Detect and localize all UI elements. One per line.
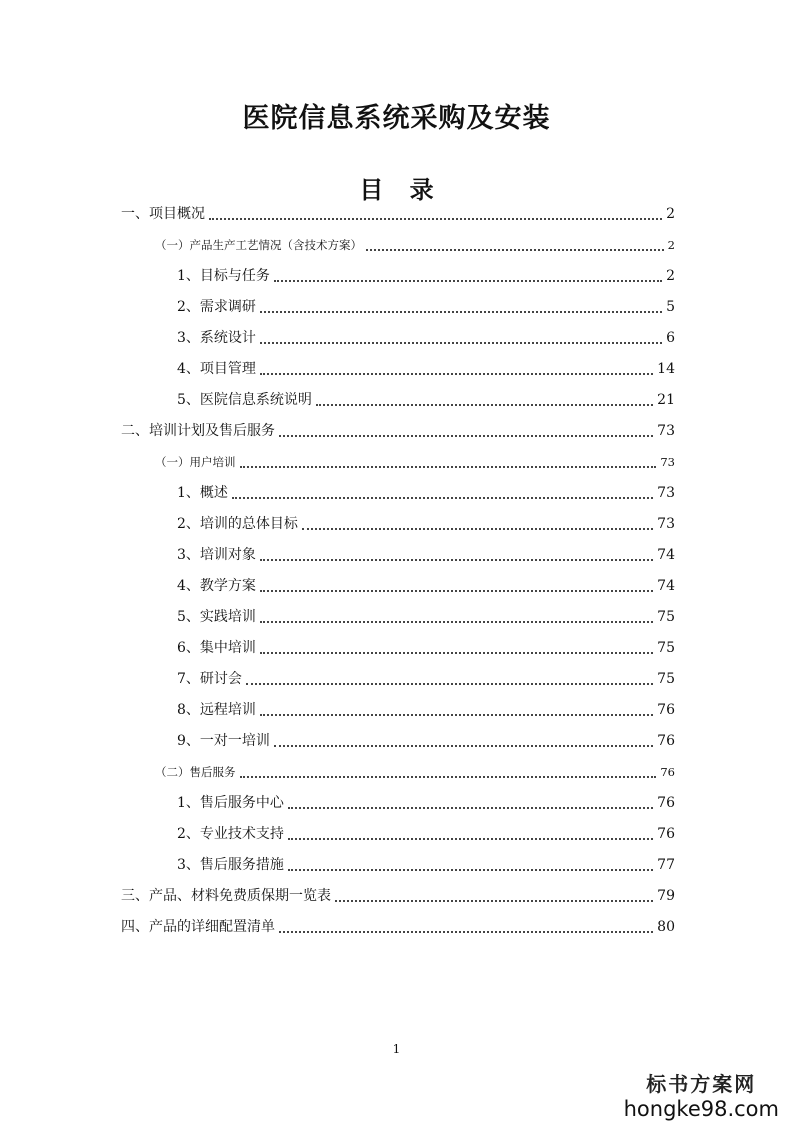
toc-dot-leader <box>260 621 653 623</box>
toc-dot-leader <box>260 373 653 375</box>
page-number: 1 <box>392 1042 401 1056</box>
toc-entry-label: 1、目标与任务 <box>177 268 270 284</box>
toc-entry-label: 9、一对一培训 <box>177 733 270 749</box>
watermark-logo <box>624 1068 779 1121</box>
toc-entry[interactable] <box>177 481 675 505</box>
toc-entry[interactable] <box>121 202 675 226</box>
toc-entry[interactable] <box>177 605 675 629</box>
toc-entry-label: （二）售后服务 <box>155 765 236 779</box>
toc-dot-leader <box>366 249 664 251</box>
toc-entry-page: 21 <box>657 392 675 408</box>
toc-entry-page: 74 <box>657 547 675 563</box>
toc-entry-label: 8、远程培训 <box>177 702 256 718</box>
toc-entry-page: 73 <box>657 485 675 501</box>
toc-entry-page: 2 <box>666 206 675 222</box>
toc-dot-leader <box>260 590 653 592</box>
toc-entry-page: 74 <box>657 578 675 594</box>
toc-entry[interactable] <box>155 450 675 474</box>
toc-entry-page: 76 <box>657 795 675 811</box>
watermark-brand-en: hongke98.com <box>623 1097 779 1121</box>
toc-entry-label: 二、培训计划及售后服务 <box>121 423 275 439</box>
watermark-brand-cn: 标书方案网 <box>646 1072 757 1096</box>
toc-entry[interactable] <box>177 295 675 319</box>
toc-dot-leader <box>274 745 653 747</box>
toc-heading: 目 录 <box>359 176 434 204</box>
toc-entry-page: 2 <box>666 268 675 284</box>
toc-entry-page: 76 <box>657 733 675 749</box>
toc-dot-leader <box>274 280 662 282</box>
toc-entry[interactable] <box>121 419 675 443</box>
toc-entry-page: 77 <box>657 857 675 873</box>
toc-entry-label: 三、产品、材料免费质保期一览表 <box>121 888 331 904</box>
toc-dot-leader <box>209 218 662 220</box>
toc-dot-leader <box>232 497 653 499</box>
toc-entry-page: 2 <box>667 238 675 252</box>
toc-entry[interactable] <box>155 233 675 257</box>
toc-entry-page: 73 <box>657 423 675 439</box>
toc-entry-label: 四、产品的详细配置清单 <box>121 919 275 935</box>
toc-entry[interactable] <box>155 760 675 784</box>
toc-entry[interactable] <box>177 791 675 815</box>
toc-dot-leader <box>302 528 653 530</box>
toc-dot-leader <box>260 559 653 561</box>
toc-dot-leader <box>260 652 653 654</box>
toc-entry-page: 75 <box>657 671 675 687</box>
toc-entry-label: 4、教学方案 <box>177 578 256 594</box>
toc-dot-leader <box>316 404 653 406</box>
toc-dot-leader <box>335 900 653 902</box>
toc-dot-leader <box>288 869 653 871</box>
toc-dot-leader <box>279 931 653 933</box>
toc-entry-page: 73 <box>657 516 675 532</box>
toc-entry[interactable] <box>177 264 675 288</box>
toc-entry[interactable] <box>177 822 675 846</box>
toc-entry[interactable] <box>121 915 675 939</box>
toc-entry[interactable] <box>177 853 675 877</box>
toc-entry-page: 14 <box>657 361 675 377</box>
toc-entry-label: 3、系统设计 <box>177 330 256 346</box>
toc-dot-leader <box>260 342 662 344</box>
toc-entry-page: 79 <box>657 888 675 904</box>
toc-dot-leader <box>240 466 657 468</box>
toc-dot-leader <box>260 714 653 716</box>
toc-entry-label: 1、概述 <box>177 485 228 501</box>
toc-entry-label: 1、售后服务中心 <box>177 795 284 811</box>
toc-entry-label: 一、项目概况 <box>121 206 205 222</box>
toc-entry-label: 3、培训对象 <box>177 547 256 563</box>
toc-entry-page: 73 <box>660 455 675 469</box>
toc-entry-page: 76 <box>660 765 675 779</box>
toc-dot-leader <box>240 776 657 778</box>
toc-entry-label: 5、实践培训 <box>177 609 256 625</box>
toc-entry[interactable] <box>177 326 675 350</box>
toc-entry-page: 75 <box>657 609 675 625</box>
toc-entry[interactable] <box>177 667 675 691</box>
toc-entry-page: 80 <box>657 919 675 935</box>
toc-entry[interactable] <box>177 543 675 567</box>
toc-dot-leader <box>279 435 653 437</box>
toc-entry-label: 7、研讨会 <box>177 671 242 687</box>
toc-entry[interactable] <box>177 512 675 536</box>
toc-entry-label: 2、专业技术支持 <box>177 826 284 842</box>
toc-entry[interactable] <box>177 388 675 412</box>
toc-entry-label: 2、培训的总体目标 <box>177 516 298 532</box>
toc-entry[interactable] <box>177 357 675 381</box>
toc-entry-page: 6 <box>666 330 675 346</box>
toc-entry-label: 6、集中培训 <box>177 640 256 656</box>
toc-dot-leader <box>288 838 653 840</box>
toc-entry[interactable] <box>177 729 675 753</box>
toc-entry[interactable] <box>177 698 675 722</box>
toc-entry[interactable] <box>177 636 675 660</box>
toc-entry-label: 3、售后服务措施 <box>177 857 284 873</box>
toc-entry-label: 4、项目管理 <box>177 361 256 377</box>
toc-entry[interactable] <box>121 884 675 908</box>
toc-entry-label: 5、医院信息系统说明 <box>177 392 312 408</box>
toc-entry-label: （一）产品生产工艺情况（含技术方案） <box>155 238 362 252</box>
toc-entry-label: 2、需求调研 <box>177 299 256 315</box>
toc-entry-page: 76 <box>657 826 675 842</box>
toc-dot-leader <box>246 683 653 685</box>
toc-entry[interactable] <box>177 574 675 598</box>
toc-entry-page: 5 <box>666 299 675 315</box>
toc-entry-label: （一）用户培训 <box>155 455 236 469</box>
toc-entry-page: 75 <box>657 640 675 656</box>
toc-dot-leader <box>288 807 653 809</box>
toc-dot-leader <box>260 311 662 313</box>
toc-entry-page: 76 <box>657 702 675 718</box>
document-title: 医院信息系统采购及安装 <box>242 103 551 134</box>
